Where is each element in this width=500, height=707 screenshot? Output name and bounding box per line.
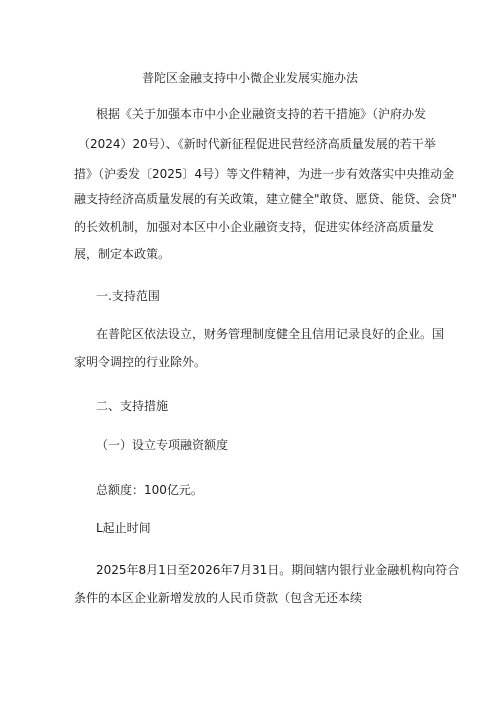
section-heading-scope: 一.支持范围 <box>96 289 160 303</box>
period-line-2: 条件的本区企业新增发放的人民币贷款（包含无还本续 <box>74 591 363 605</box>
scope-line-2: 家明令调控的行业除外。 <box>74 355 207 369</box>
document-title: 普陀区金融支持中小微企业发展实施办法 <box>141 71 358 85</box>
intro-line-2: （2024）20号）、《新时代新征程促进民营经济高质量发展的若干举 <box>78 137 436 151</box>
intro-line-6: 展，制定本政策。 <box>74 247 171 261</box>
subsection-heading-quota: （一）设立专项融资额度 <box>96 438 229 452</box>
intro-line-4: 融支持经济高质量发展的有关政策，建立健全"敢贷、愿贷、能贷、会贷" <box>74 192 458 206</box>
period-line-1: 2025年8月1日至2026年7月31日。期间辖内银行业金融机构向符合 <box>96 563 460 577</box>
section-heading-measures: 二、支持措施 <box>96 399 169 413</box>
intro-line-1: 根据《关于加强本市中小企业融资支持的若干措施》（沪府办发 <box>96 107 427 121</box>
total-amount: 总额度：100亿元。 <box>96 483 203 497</box>
period-heading: L起止时间 <box>96 521 151 535</box>
intro-line-3: 措》（沪委发〔2025〕4号）等文件精神，为进一步有效落实中央推动金 <box>74 167 455 181</box>
scope-line-1: 在普陀区依法设立，财务管理制度健全且信用记录良好的企业。国 <box>96 327 445 341</box>
intro-line-5: 的长效机制，加强对本区中小企业融资支持，促进实体经济高质量发 <box>74 220 435 234</box>
